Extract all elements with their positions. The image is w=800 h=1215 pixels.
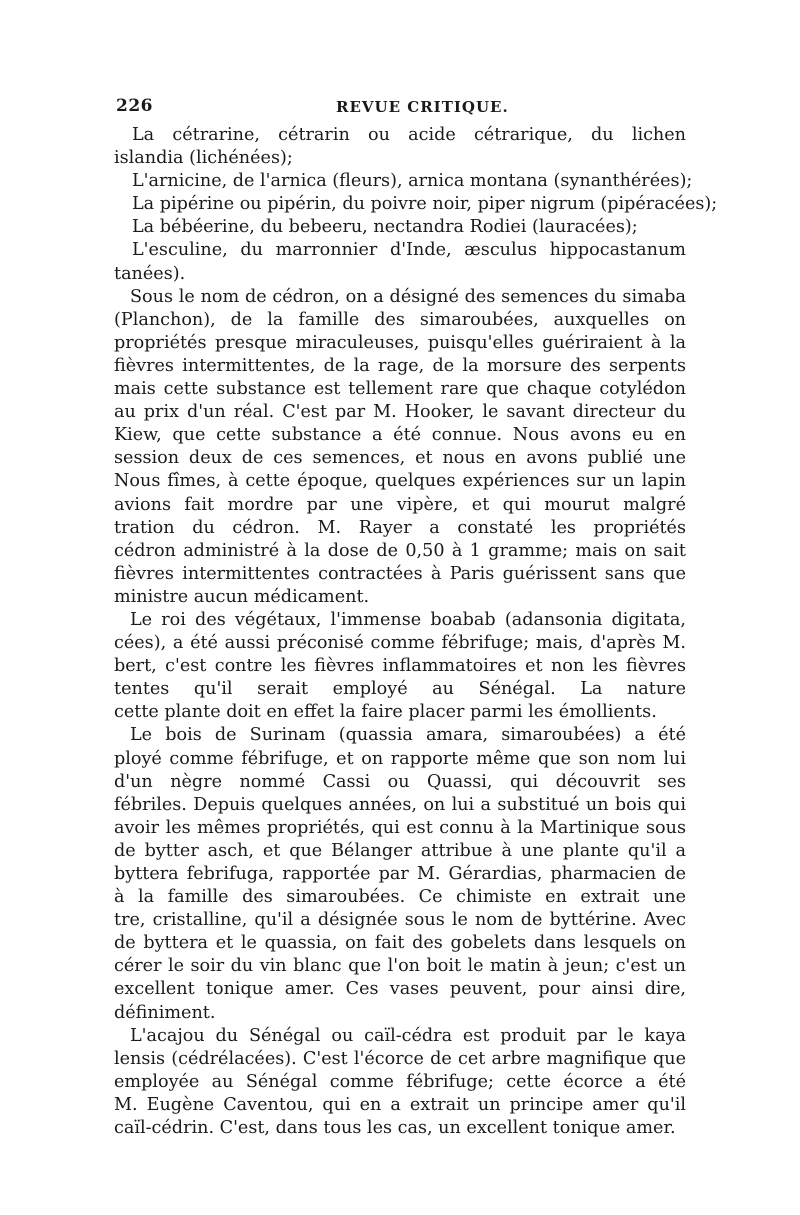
text-line: fébriles. Depuis quelques années, on lui a substitué un bois qui: [114, 794, 686, 815]
text-line: La bébéerine, du bebeeru, nectandra Rodiei (lauracées);: [132, 217, 638, 238]
text-line: Nous fîmes, à cette époque, quelques expériences sur un lapin: [114, 471, 686, 492]
body-text: [114, 124, 718, 1140]
page-header: [116, 96, 686, 124]
text-line: tentes qu'il serait employé au Sénégal. La nature: [114, 679, 686, 700]
text-line: La pipérine ou pipérin, du poivre noir, piper nigrum (pipéracées);: [132, 194, 718, 215]
text-line: cette plante doit en effet la faire placer parmi les émollients.: [114, 702, 657, 723]
running-title: REVUE CRITIQUE.: [336, 98, 509, 116]
text-line: caïl-cédrin. C'est, dans tous les cas, un excellent tonique amer.: [114, 1118, 676, 1139]
text-line: La cétrarine, cétrarin ou acide cétrarique, du lichen: [132, 125, 686, 145]
text-line: lensis (cédrélacées). C'est l'écorce de cet arbre magnifique que: [114, 1048, 686, 1069]
text-line: de byttera et le quassia, on fait des gobelets dans lesquels on: [114, 933, 686, 954]
text-line: Sous le nom de cédron, on a désigné des semences du simaba: [130, 286, 686, 307]
text-line: d'un nègre nommé Cassi ou Quassi, qui découvrit ses: [114, 771, 686, 792]
text-line: bert, c'est contre les fièvres inflammatoires et non les fièvres: [114, 656, 686, 677]
text-line: de bytter asch, et que Bélanger attribue à une plante qu'il a: [114, 840, 686, 861]
text-line: Kiew, que cette substance a été connue. Nous avons eu en: [114, 425, 686, 446]
text-line: L'acajou du Sénégal ou caïl-cédra est produit par le kaya: [130, 1025, 686, 1046]
text-line: propriétés presque miraculeuses, puisqu'elles guériraient à la: [114, 332, 686, 353]
text-line: islandia (lichénées);: [114, 148, 293, 169]
text-line: M. Eugène Caventou, qui en a extrait un principe amer qu'il: [114, 1094, 686, 1115]
text-line: L'arnicine, de l'arnica (fleurs), arnica montana (synanthérées);: [132, 171, 693, 192]
page-number: 226: [116, 96, 153, 116]
text-line: définiment.: [114, 1002, 216, 1023]
text-line: fièvres intermittentes contractées à Paris guérissent sans que: [114, 563, 686, 584]
text-line: cées), a été aussi préconisé comme fébrifuge; mais, d'après M.: [114, 633, 686, 654]
text-line: au prix d'un réal. C'est par M. Hooker, le savant directeur du: [114, 402, 686, 423]
text-line: fièvres intermittentes, de la rage, de la morsure des serpents: [114, 355, 686, 376]
text-line: tanées).: [114, 263, 186, 284]
text-line: mais cette substance est tellement rare que chaque cotylédon: [114, 379, 686, 400]
text-line: tration du cédron. M. Rayer a constaté les propriétés: [114, 517, 686, 538]
text-line: cérer le soir du vin blanc que l'on boit le matin à jeun; c'est un: [114, 956, 686, 977]
text-line: cédron administré à la dose de 0,50 à 1 gramme; mais on sait: [114, 540, 686, 561]
text-line: L'esculine, du marronnier d'Inde, æsculus hippocastanum: [132, 240, 686, 261]
text-line: avions fait mordre par une vipère, et qui mourut malgré: [114, 494, 686, 515]
text-line: byttera febrifuga, rapportée par M. Gérardias, pharmacien de: [114, 864, 686, 884]
text-line: à la famille des simaroubées. Ce chimiste en extrait une: [114, 887, 686, 908]
text-line: Le bois de Surinam (quassia amara, simaroubées) a été: [130, 725, 686, 746]
text-line: avoir les mêmes propriétés, qui est connu à la Martinique sous: [114, 817, 686, 838]
text-line: (Planchon), de la famille des simaroubées, auxquelles on: [114, 309, 686, 330]
text-line: Le roi des végétaux, l'immense boabab (adansonia digitata,: [130, 609, 686, 630]
text-line: ployé comme fébrifuge, et on rapporte même que son nom lui: [114, 748, 686, 769]
text-line: excellent tonique amer. Ces vases peuvent, pour ainsi dire,: [114, 979, 686, 1000]
text-line: tre, cristalline, qu'il a désignée sous le nom de byttérine. Avec: [114, 910, 686, 931]
text-line: ministre aucun médicament.: [114, 586, 370, 607]
text-line: session deux de ces semences, et nous en avons publié une: [114, 448, 686, 469]
text-line: employée au Sénégal comme fébrifuge; cette écorce a été: [114, 1071, 686, 1092]
